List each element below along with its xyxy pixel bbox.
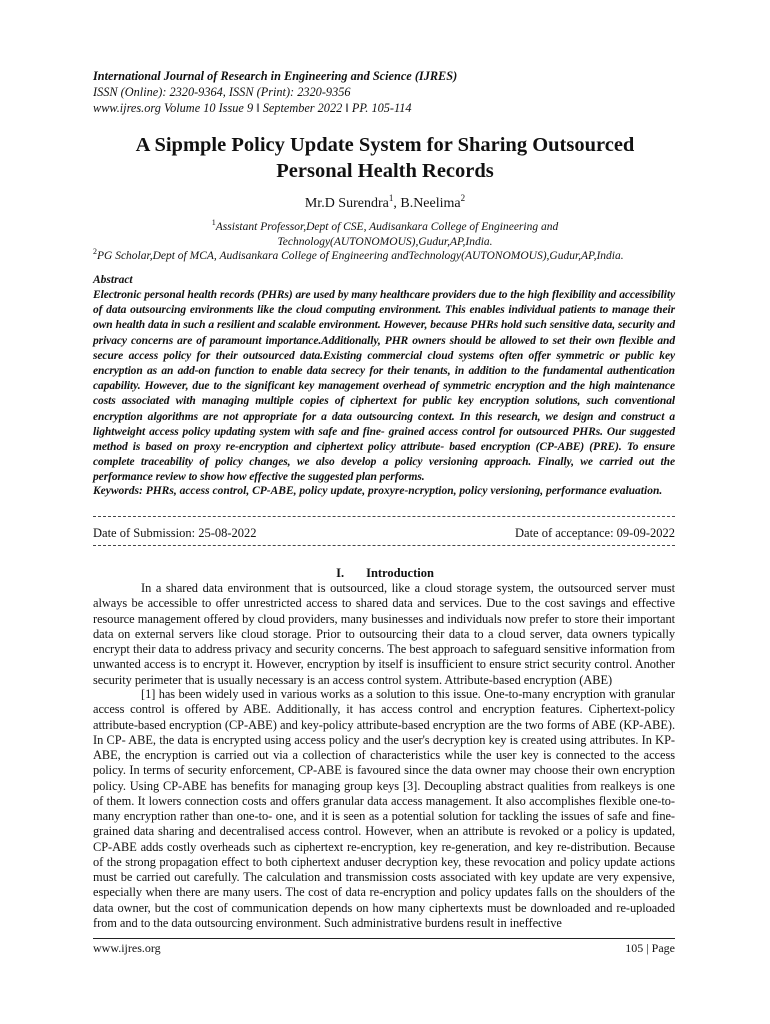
paper-title	[60, 132, 710, 184]
journal-name: International Journal of Research in Engineering and Science (IJRES)	[93, 69, 458, 83]
title-line-1: A Sipmple Policy Update System for Sharing Outsourced	[135, 134, 635, 156]
affiliation-2	[93, 244, 624, 264]
title-line-2: Personal Health Records	[276, 160, 494, 182]
acceptance-date: Date of acceptance: 09-09-2022	[515, 526, 675, 540]
divider-top	[93, 516, 675, 517]
footer-rule	[93, 938, 675, 939]
section-heading	[0, 566, 770, 581]
divider-bottom	[93, 545, 675, 546]
section-title: Introduction	[366, 566, 434, 580]
affil-1-line-2: Technology(AUTONOMOUS),Gudur,AP,India.	[277, 236, 493, 248]
affil-1-sup: 1	[211, 218, 216, 227]
abstract-text: Electronic personal health records (PHRs) are used by many healthcare providers due to the high flexibility and accessibility of data outsourcing environments like the cloud computing environment. This enables individual patients to manage their own health data in such a resilient and scalable environment. However, because PHRs hold such sensitive data, security and privacy concerns are of paramount importance.Additionally, PHR owners should be allowed to set their own flexible and secure access policy for their outsourced data.Existing commercial cloud systems often offer symmetric or public key encryption as an add-on function to enable data secrecy for their tenants, in addition to the fundamental authentication capability. However, due to the significant key management overhead of symmetric encryption and the high maintenance costs associated with managing multiple copies of ciphertext for public key encryption solutions, such conventional encryption algorithms are not appropriate for a data outsourcing context. In this research, we design and construct a lightweight access policy updating system with safe and fine- grained access control for outsourced PHRs. Our suggested method is based on proxy re-encryption and ciphertext policy attribute- based encryption (CP-ABE) (PRE). To ensure complete traceability of policy changes, we also develop a policy versioning approach. Finally, we carried out the performance review to show how effective the suggested plan performs.	[93, 289, 675, 484]
journal-volume: www.ijres.org Volume 10 Issue 9 ǁ September 2022 ǁ PP. 105-114	[93, 101, 412, 115]
footer-url: www.ijres.org	[93, 941, 161, 955]
dates-row	[93, 526, 675, 541]
affil-1-line-1: Assistant Professor,Dept of CSE, Audisankara College of Engineering and	[215, 221, 559, 233]
author-1: Mr.D Surendra	[304, 196, 389, 211]
author-2: , B.Neelima	[393, 196, 461, 211]
submission-date: Date of Submission: 25-08-2022	[93, 526, 257, 540]
journal-issn: ISSN (Online): 2320-9364, ISSN (Print): 2320-9356	[93, 85, 351, 99]
body-paragraph-1: In a shared data environment that is outsourced, like a cloud storage system, the outsourced server must always be accessible to offer unrestricted access to shared data and services. Due to the cost savings and effective resource management offered by cloud providers, many businesses and individuals now prefer to store their important data on external servers like cloud storage. Prior to outsourcing their data to a cloud server, data owners typically encrypt their data to address privacy and security concerns. The best approach to safeguard sensitive information from unwanted access is to encrypt it. However, encryption by itself is insufficient to ensure strict security control. Another security perimeter that is usually necessary is an access control system. Attribute-based encryption (ABE)	[93, 581, 675, 687]
affil-2-sup: 2	[93, 247, 97, 256]
section-number: I.	[336, 566, 345, 580]
affil-2-text: PG Scholar,Dept of MCA, Audisankara College of Engineering andTechnology(AUTONOMOUS),Gudur,AP,India.	[97, 250, 624, 262]
abstract-heading: Abstract	[93, 274, 133, 286]
footer-page-number: 105 | Page	[625, 941, 675, 955]
author-list	[0, 193, 770, 212]
keywords-text: : PHRs, access control, CP-ABE, policy update, proxyre-ncryption, policy versioning, performance evaluation.	[139, 485, 663, 497]
author-1-sup: 1	[388, 193, 394, 203]
keywords	[93, 484, 675, 499]
journal-header	[93, 68, 457, 116]
author-2-sup: 2	[460, 193, 466, 203]
keywords-label: Keywords	[93, 485, 139, 497]
body-paragraph-2: [1] has been widely used in various works as a solution to this issue. One-to-many encryption with granular access control is offered by ABE. Additionally, it has access control and encryption features. Ciphertext-policy attribute-based encryption (CP-ABE) and key-policy attribute-based encryption are the two forms of ABE (KP-ABE). In CP- ABE, the data is encrypted using access policy and the user's decryption key is created using attributes. In KP-ABE, the encryption is carried out via a collection of characteristics while the user key is connected to the access policy. In terms of security enforcement, CP-ABE is favoured since the data owner may choose their own encryption policy. Using CP-ABE has benefits for managing group keys [3]. Decoupling abstract qualities from realkeys is one of them. It lowers connection costs and offers granular data access management. It also accomplishes flexible one-to-many encryption rather than one-to- one, and it is seen as a potential solution for tackling the issues of safe and fine- grained data sharing and decentralised access control. However, when an attribute is revoked or a policy is updated, CP-ABE adds costly overheads such as ciphertext re-encryption, key re-generation, and key re-distribution. Because of the strong propagation effect to both ciphertext anduser decryption key, these revocation and policy update actions must be carried out carefully. The calculation and transmission costs associated with key update are very expensive, especially when there are many users. The cost of data re-encryption and policy updates falls on the shoulders of the data owner, but the cost of communication depends on how many ciphertexts must be downloaded and re-uploaded from and to the data outsourcing environment. Such administrative burdens result in ineffective	[93, 687, 675, 930]
